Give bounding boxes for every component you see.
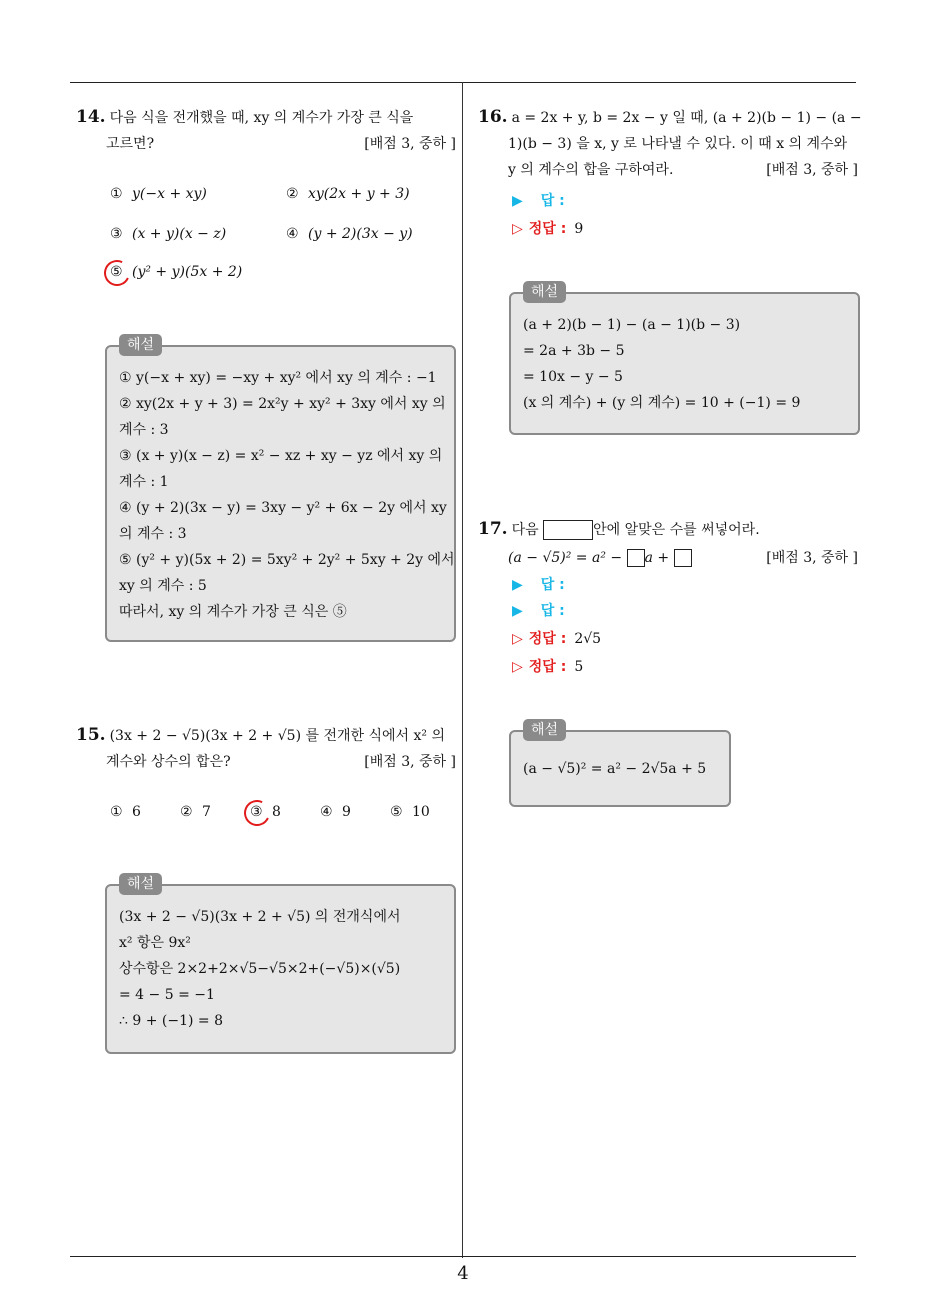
play-icon: ▶ — [512, 193, 523, 209]
solution-line: 의 계수 : 3 — [119, 526, 187, 542]
choice-number: ⑤ — [390, 804, 403, 820]
question-text-line3: y 의 계수의 합을 구하여라. — [508, 162, 674, 178]
question-14 — [76, 104, 456, 157]
solution-line: 계수 : 3 — [119, 422, 169, 438]
choice-number: ③ — [110, 226, 123, 242]
score-meta: [배점 3, 중하 ] — [766, 162, 858, 178]
solution-line: ⑤ (y² + y)(5x + 2) = 5xy² + 2y² + 5xy + 2y 에서 — [119, 552, 455, 568]
correct-answer-label: 정답 : — [528, 659, 567, 675]
choice-number: ④ — [286, 226, 299, 242]
choice-5[interactable] — [390, 804, 430, 820]
choice-number: ③ — [250, 804, 263, 820]
play-icon: ▶ — [512, 603, 523, 619]
solution-line: ① y(−x + xy) = −xy + xy² 에서 xy 의 계수 : −1 — [119, 370, 437, 386]
answer-blank — [543, 520, 593, 540]
choice-number: ② — [180, 804, 193, 820]
solution-line: (3x + 2 − √5)(3x + 2 + √5) 의 전개식에서 — [119, 909, 401, 925]
question-text-line2: 고르면? — [106, 136, 155, 152]
solution-lines — [119, 904, 446, 1034]
answer-row-1[interactable] — [512, 574, 565, 594]
choice-4[interactable] — [320, 804, 351, 820]
solution-line: 계수 : 1 — [119, 474, 169, 490]
correct-answer-label: 정답 : — [528, 631, 567, 647]
answer-blank — [627, 549, 645, 567]
correct-answer-row-2 — [512, 656, 583, 676]
choice-number: ⑤ — [110, 264, 123, 280]
choice-text: xy(2x + y + 3) — [308, 186, 410, 202]
solution-line: ② xy(2x + y + 3) = 2x²y + xy² + 3xy 에서 xy 의 — [119, 396, 446, 412]
choice-number: ④ — [320, 804, 333, 820]
score-meta: [배점 3, 중하 ] — [364, 136, 456, 152]
question-text-line1: (3x + 2 − √5)(3x + 2 + √5) 를 전개한 식에서 x² 의 — [109, 728, 445, 744]
question-number: 17. — [478, 519, 508, 539]
choice-text: 10 — [412, 804, 430, 820]
solution-lines — [523, 312, 850, 416]
solution-line: ④ (y + 2)(3x − y) = 3xy − y² + 6x − 2y 에서 xy — [119, 500, 447, 516]
score-meta: [배점 3, 중하 ] — [766, 550, 858, 566]
solution-line: (x 의 계수) + (y 의 계수) = 10 + (−1) = 9 — [523, 395, 801, 411]
outline-triangle-icon: ▷ — [512, 659, 523, 675]
question-17 — [478, 516, 858, 571]
choice-text: y(−x + xy) — [132, 186, 207, 202]
outline-triangle-icon: ▷ — [512, 221, 523, 237]
choice-text: 8 — [272, 804, 281, 820]
solution-tag: 해설 — [119, 873, 162, 895]
question-number: 14. — [76, 107, 106, 127]
column-divider — [462, 82, 463, 1258]
answer-row-2[interactable] — [512, 600, 565, 620]
question-text-line1: 다음 식을 전개했을 때, xy 의 계수가 가장 큰 식을 — [109, 110, 414, 126]
answer-circle-mark — [240, 796, 273, 829]
correct-answer-value: 5 — [574, 659, 584, 675]
answer-row[interactable] — [512, 190, 565, 210]
solution-line: xy 의 계수 : 5 — [119, 578, 207, 594]
solution-line: (a − √5)² = a² − 2√5a + 5 — [523, 761, 707, 777]
correct-answer-value: 2√5 — [574, 631, 602, 647]
solution-lines — [119, 365, 455, 625]
solution-box-16 — [509, 284, 860, 435]
answer-blank — [674, 549, 692, 567]
choice-text: (y² + y)(5x + 2) — [132, 264, 243, 280]
outline-triangle-icon: ▷ — [512, 631, 523, 647]
question-text-a: 다음 — [511, 522, 539, 538]
solution-box-17 — [509, 722, 731, 807]
choice-number: ① — [110, 186, 123, 202]
score-meta: [배점 3, 중하 ] — [364, 754, 456, 770]
page-number: 4 — [457, 1263, 469, 1284]
choice-text: 7 — [202, 804, 211, 820]
top-rule — [70, 82, 856, 83]
solution-line: ∴ 9 + (−1) = 8 — [119, 1013, 223, 1029]
choice-text: (x + y)(x − z) — [132, 226, 227, 242]
question-number: 15. — [76, 725, 106, 745]
solution-box-14 — [105, 337, 456, 642]
play-icon: ▶ — [512, 577, 523, 593]
choice-number: ② — [286, 186, 299, 202]
correct-answer-value: 9 — [574, 221, 584, 237]
solution-tag: 해설 — [119, 334, 162, 356]
solution-tag: 해설 — [523, 281, 566, 303]
answer-circle-mark — [100, 256, 133, 289]
solution-line: = 10x − y − 5 — [523, 369, 623, 385]
equation-part-b: a + — [644, 550, 670, 566]
solution-line: 상수항은 2×2+2×√5−√5×2+(−√5)×(√5) — [119, 961, 401, 977]
solution-line: = 4 − 5 = −1 — [119, 987, 215, 1003]
bottom-rule — [70, 1256, 856, 1257]
solution-line: 따라서, xy 의 계수가 가장 큰 식은 ⑤ — [119, 604, 347, 620]
choice-4[interactable] — [286, 226, 413, 242]
choice-1[interactable] — [110, 804, 141, 820]
choice-2[interactable] — [286, 186, 410, 202]
choice-text: (y + 2)(3x − y) — [308, 226, 413, 242]
answer-label: 답 : — [540, 577, 565, 593]
question-number: 16. — [478, 107, 508, 127]
question-15 — [76, 722, 456, 775]
correct-answer-label: 정답 : — [528, 221, 567, 237]
question-text-line2: 계수와 상수의 합은? — [106, 754, 231, 770]
answer-label: 답 : — [540, 603, 565, 619]
choice-number: ① — [110, 804, 123, 820]
solution-lines — [523, 756, 721, 782]
solution-line: ③ (x + y)(x − z) = x² − xz + xy − yz 에서 xy 의 — [119, 448, 443, 464]
equation-part-a: (a − √5)² = a² − — [508, 550, 623, 566]
solution-box-15 — [105, 876, 456, 1054]
question-text-line1: a = 2x + y, b = 2x − y 일 때, (a + 2)(b − 1) − (a − — [511, 110, 862, 126]
answer-label: 답 : — [540, 193, 565, 209]
solution-line: x² 항은 9x² — [119, 935, 191, 951]
choice-text: 9 — [342, 804, 351, 820]
correct-answer-row — [512, 218, 583, 238]
question-text-line2: 1)(b − 3) 을 x, y 로 나타낼 수 있다. 이 때 x 의 계수와 — [508, 136, 848, 152]
solution-line: = 2a + 3b − 5 — [523, 343, 625, 359]
choice-1[interactable] — [110, 186, 207, 202]
solution-tag: 해설 — [523, 719, 566, 741]
choice-3[interactable] — [110, 226, 226, 242]
question-text-b: 안에 알맞은 수를 써넣어라. — [593, 522, 760, 538]
choice-text: 6 — [132, 804, 141, 820]
question-16 — [478, 104, 862, 183]
correct-answer-row-1 — [512, 628, 601, 648]
choice-2[interactable] — [180, 804, 211, 820]
solution-line: (a + 2)(b − 1) − (a − 1)(b − 3) — [523, 317, 741, 333]
